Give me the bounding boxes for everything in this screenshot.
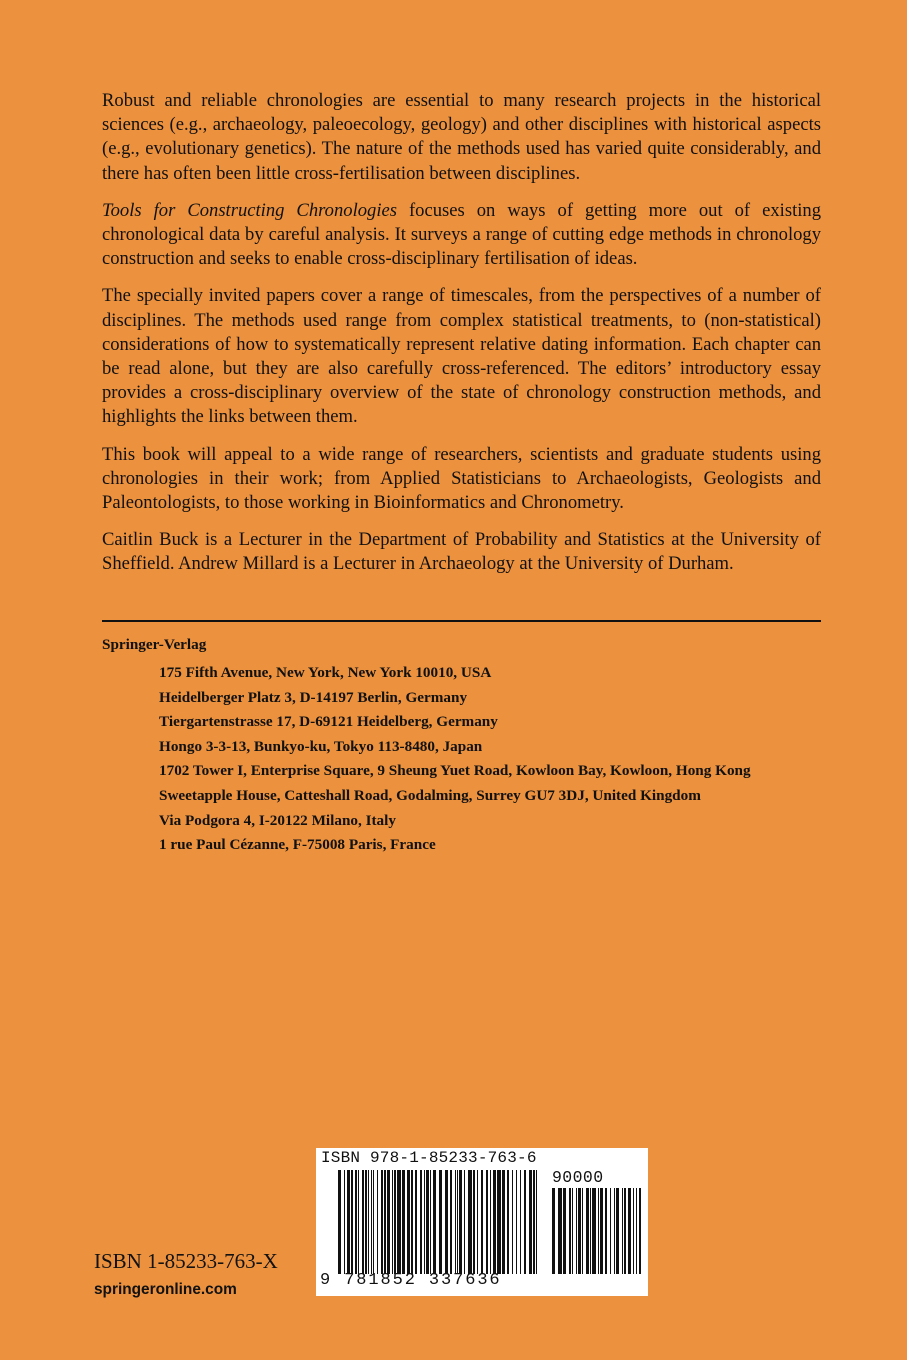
- blurb-paragraph-5: Caitlin Buck is a Lecturer in the Department of Probability and Statistics at the University of Sheffield. Andrew Millard is a Lecturer in Archaeology at the University of Durham.: [102, 529, 821, 575]
- barcode-bar: [582, 1188, 583, 1274]
- address-tokyo: Hongo 3-3-13, Bunkyo-ku, Tokyo 113-8480, Japan: [159, 737, 483, 755]
- barcode-bar: [614, 1188, 615, 1274]
- divider-rule: [102, 620, 821, 622]
- barcode-bar: [590, 1188, 591, 1274]
- ean-digits: 9 781852 337636: [320, 1271, 502, 1290]
- barcode-bar: [586, 1188, 589, 1274]
- blurb-paragraph-4: This book will appeal to a wide range of researchers, scientists and graduate students using chronologies in their work; from Applied Statisticians to Archaeologists, Geologists and Paleontologists, to those working in Bioinformatics and Chronometry.: [102, 443, 821, 514]
- addon-barcode: [316, 1188, 648, 1274]
- barcode-panel: [316, 1148, 648, 1296]
- barcode-bar: [576, 1188, 577, 1274]
- isbn-10-label: ISBN 1-85233-763-X: [94, 1249, 278, 1273]
- barcode-bar: [622, 1188, 623, 1274]
- address-united-kingdom: Sweetapple House, Catteshall Road, Godalming, Surrey GU7 3DJ, United Kingdom: [159, 786, 701, 804]
- address-berlin: Heidelberger Platz 3, D-14197 Berlin, Germany: [159, 688, 468, 706]
- address-paris: 1 rue Paul Cézanne, F-75008 Paris, France: [159, 836, 436, 854]
- blurb-paragraph-1: Robust and reliable chronologies are essential to many research projects in the historical sciences (e.g., archaeology, paleoecology, geology) and other disciplines with historical aspects (e.g., evolutionary genetics). The nature of the methods used has varied quite considerably, and there has often been little cross-fertilisation between disciplines.: [102, 90, 821, 184]
- barcode-bar: [633, 1188, 634, 1274]
- barcode-bar: [639, 1188, 641, 1274]
- publisher-name: Springer-Verlag: [102, 636, 207, 653]
- price-code: 90000: [552, 1168, 604, 1187]
- barcode-bar: [563, 1188, 566, 1274]
- address-milano: Via Podgora 4, I-20122 Milano, Italy: [159, 811, 396, 829]
- barcode-bar: [610, 1188, 611, 1274]
- publisher-address-list: [159, 661, 751, 858]
- barcode-bar: [605, 1188, 607, 1274]
- blurb-paragraph-3: The specially invited papers cover a range of timescales, from the perspectives of a number of disciplines. The methods used range from complex statistical treatments, to (non-statistical) considerations of how to systematically represent relative dating information. Each chapter can be read alone, but they are also carefully cross-referenced. The editors’ introductory essay provides a cross-disciplinary overview of the state of chronology construction methods, and highlights the links between them.: [102, 285, 821, 428]
- barcode-bar: [598, 1188, 599, 1274]
- publisher-website: springeronline.com: [94, 1281, 237, 1298]
- barcode-bar: [578, 1188, 581, 1274]
- barcode-bar: [636, 1188, 637, 1274]
- barcode-bar: [600, 1188, 603, 1274]
- isbn-13-label: ISBN 978-1-85233-763-6: [321, 1149, 537, 1167]
- blurb-paragraph-2-text: focuses on ways of getting more out of existing chronological data by careful analysis. It surveys a range of cutting edge methods in chronology construction and seeks to enable cross-disciplinary fertilisation of ideas.: [102, 199, 821, 270]
- address-heidelberg: Tiergartenstrasse 17, D-69121 Heidelberg, Germany: [159, 713, 498, 731]
- barcode-bar: [616, 1188, 619, 1274]
- barcode-bar: [592, 1188, 596, 1274]
- back-cover-blurb: [102, 89, 821, 590]
- barcode-bar: [572, 1188, 573, 1274]
- barcode-bar: [569, 1188, 571, 1274]
- barcode-bar: [624, 1188, 626, 1274]
- barcode-bar: [628, 1188, 631, 1274]
- address-hong-kong: 1702 Tower I, Enterprise Square, 9 Sheung Yuet Road, Kowloon Bay, Kowloon, Hong Kong: [159, 762, 751, 780]
- book-title: Tools for Constructing Chronologies: [102, 199, 397, 221]
- address-new-york: 175 Fifth Avenue, New York, New York 10010, USA: [159, 664, 492, 681]
- barcode-bar: [552, 1188, 555, 1274]
- barcode-bar: [558, 1188, 562, 1274]
- blurb-paragraph-2: [102, 199, 821, 272]
